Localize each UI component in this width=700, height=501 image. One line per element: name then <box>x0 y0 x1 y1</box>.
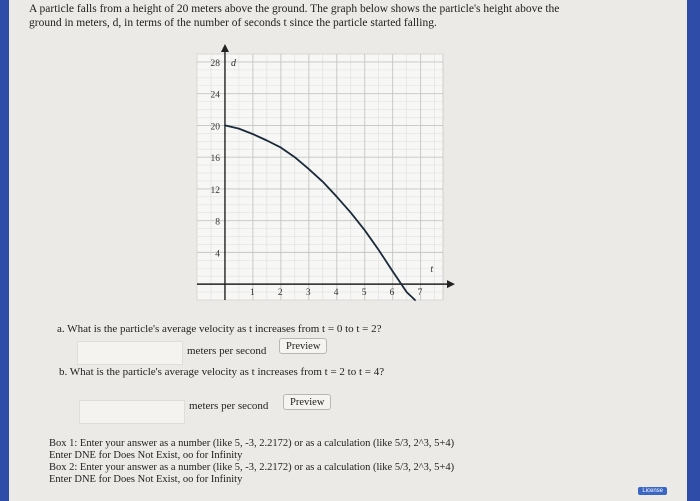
y-tick-label: 12 <box>210 185 220 196</box>
problem-sheet <box>9 0 687 501</box>
x-axis-arrow <box>447 280 455 288</box>
units-a: meters per second <box>187 345 267 357</box>
box-1-help-line-1: Box 1: Enter your answer as a number (like 5, -3, 2.2172) or as a calculation (like 5/3, 2^3, 5+4) <box>49 438 455 449</box>
x-tick-label: 7 <box>417 288 423 299</box>
x-tick-label: 3 <box>305 288 311 299</box>
x-axis-label: t <box>430 264 434 276</box>
y-axis-arrow <box>221 44 229 52</box>
box-1-help-line-2: Enter DNE for Does Not Exist, oo for Infinity <box>49 450 243 461</box>
box-2-help-line-1: Box 2: Enter your answer as a number (like 5, -3, 2.2172) or as a calculation (like 5/3, 2^3, 5+4) <box>49 462 455 473</box>
question-b-text: b. What is the particle's average velocity as t increases from t = 2 to t = 4? <box>59 366 385 378</box>
plot-background <box>197 54 443 300</box>
box-2-help <box>49 462 454 486</box>
box-1-help <box>49 438 454 462</box>
y-tick-label: 4 <box>215 249 220 260</box>
y-axis-label: d <box>230 57 236 69</box>
preview-a-button[interactable]: Preview <box>279 338 327 354</box>
x-tick-label: 6 <box>389 288 395 299</box>
box-2-help-line-2: Enter DNE for Does Not Exist, oo for Infinity <box>49 474 243 485</box>
problem-line-1: A particle falls from a height of 20 meters above the ground. The graph below shows the particle's height above the <box>29 3 560 15</box>
y-tick-label: 8 <box>215 217 220 228</box>
y-tick-label: 16 <box>210 154 220 165</box>
answer-a-input[interactable] <box>77 341 183 365</box>
x-tick-label: 4 <box>333 288 339 299</box>
units-b: meters per second <box>189 400 269 412</box>
y-tick-label: 28 <box>210 58 220 69</box>
question-a-text: a. What is the particle's average velocity as t increases from t = 0 to t = 2? <box>57 323 382 335</box>
y-tick-label: 20 <box>210 122 220 133</box>
preview-b-button[interactable]: Preview <box>283 394 331 410</box>
problem-line-2: ground in meters, d, in terms of the number of seconds t since the particle started falling. <box>29 17 437 29</box>
answer-b-input[interactable] <box>79 400 185 424</box>
x-tick-label: 5 <box>361 288 367 299</box>
x-tick-label: 1 <box>249 288 255 299</box>
x-tick-label: 2 <box>277 288 283 299</box>
license-badge[interactable]: License <box>638 487 667 495</box>
problem-statement <box>29 2 589 30</box>
y-tick-label: 24 <box>210 90 220 101</box>
height-vs-time-graph <box>191 44 461 306</box>
